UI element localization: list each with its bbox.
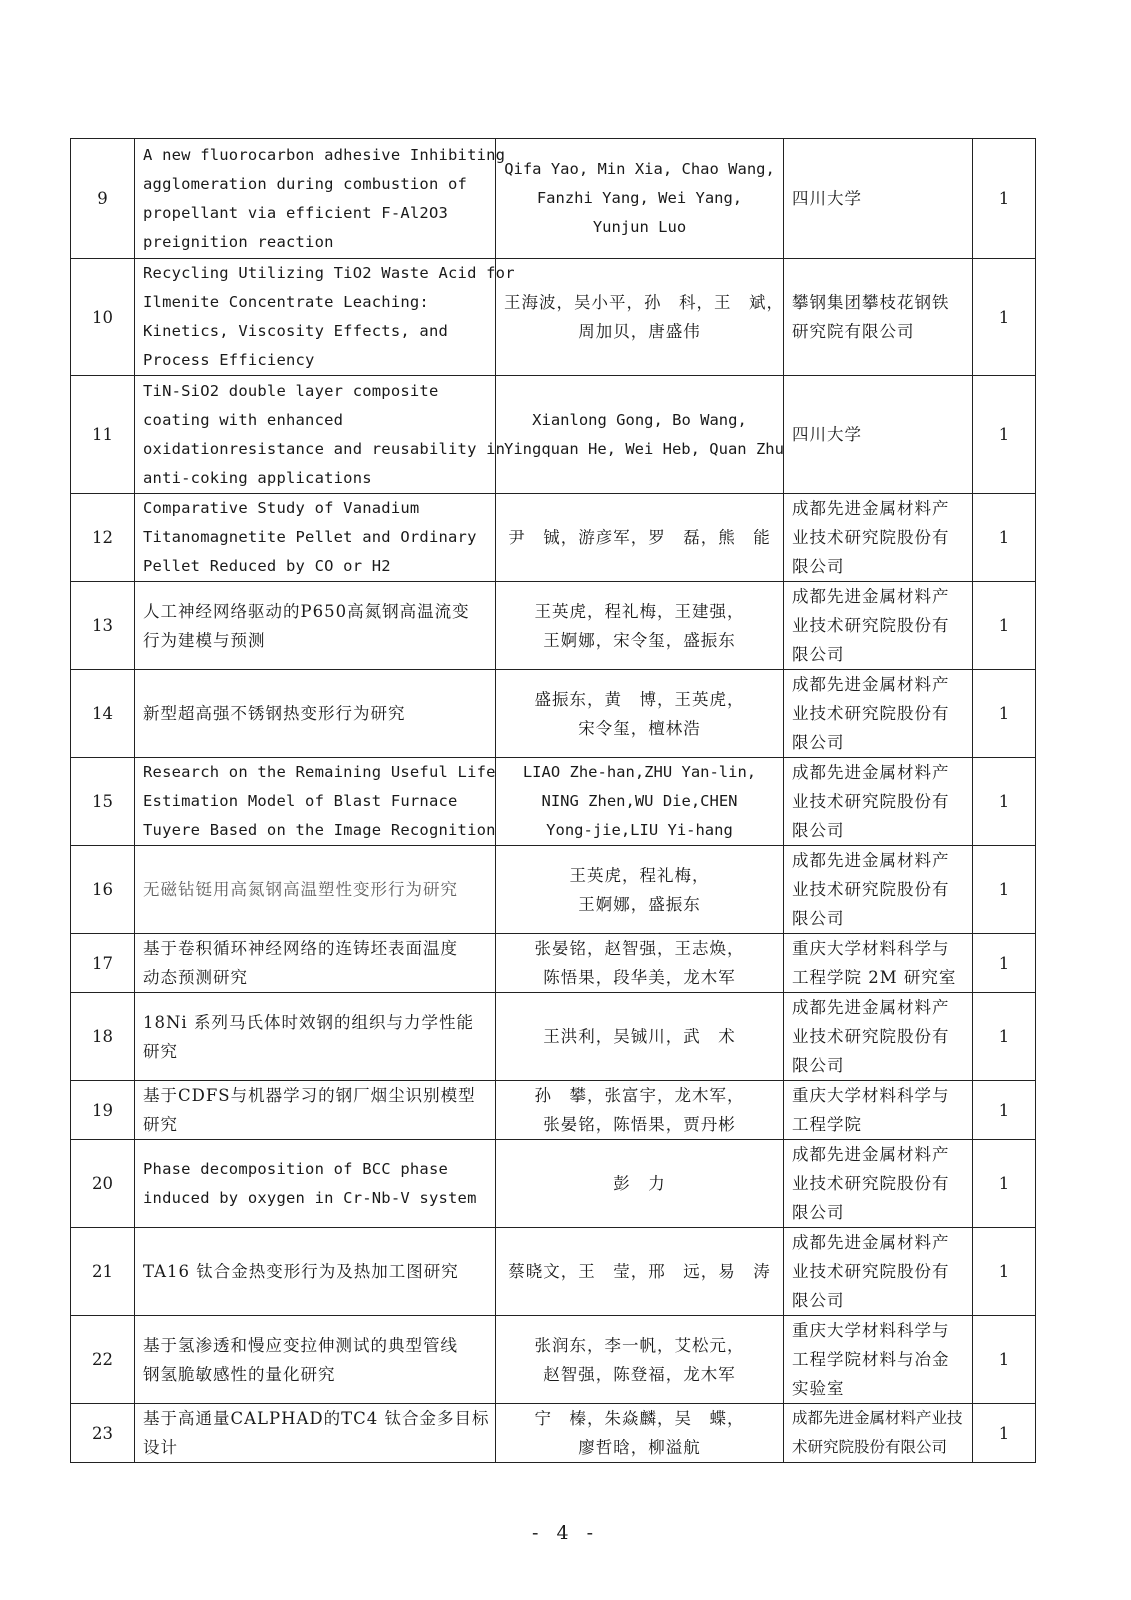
table-body: [71, 139, 1036, 1463]
paper-title-line: Comparative Study of Vanadium: [143, 499, 420, 517]
paper-title-line: oxidationresistance and reusability in: [143, 439, 506, 458]
paper-authors: [496, 934, 784, 993]
paper-title-line: Estimation Model of Blast Furnace: [143, 792, 458, 810]
paper-title-line: 基于氢渗透和慢应变拉伸测试的典型管线: [143, 1335, 458, 1355]
affiliation-line: 成都先进金属材料产: [792, 499, 950, 518]
paper-authors-line: Qifa Yao, Min Xia, Chao Wang,: [504, 160, 775, 178]
affiliation-line: 成都先进金属材料产: [792, 1233, 950, 1252]
paper-authors-line: 王英虎，程礼梅，王建强，: [534, 601, 745, 621]
affiliation-line: 成都先进金属材料产: [792, 675, 950, 694]
affiliation: [784, 1140, 973, 1228]
paper-title-line: preignition reaction: [143, 232, 334, 251]
affiliation: [784, 846, 973, 934]
affiliation-line: 成都先进金属材料产: [792, 587, 950, 606]
paper-authors-line: 王英虎，程礼梅，: [569, 865, 710, 885]
page-number: - 4 -: [531, 1522, 599, 1544]
paper-authors: [496, 993, 784, 1081]
affiliation-line: 限公司: [792, 821, 845, 840]
affiliation-line: 工程学院材料与冶金: [792, 1350, 950, 1369]
paper-title: [135, 934, 496, 993]
paper-title: [135, 1404, 496, 1463]
affiliation-line: 业技术研究院股份有: [792, 1027, 950, 1046]
paper-title-line: Titanomagnetite Pellet and Ordinary: [143, 528, 477, 546]
paper-title-line: 研究: [143, 1041, 178, 1061]
paper-authors-line: 盛振东，黄 博，王英虎，: [534, 689, 745, 709]
paper-authors: [496, 582, 784, 670]
paper-title-line: Recycling Utilizing TiO2 Waste Acid for: [143, 264, 515, 282]
paper-count: 1: [973, 993, 1036, 1081]
affiliation-line: 业技术研究院股份有: [792, 1262, 950, 1281]
paper-authors-line: 张晏铭，赵智强，王志焕，: [534, 939, 745, 958]
table-row: [71, 1081, 1036, 1140]
paper-authors: [496, 1316, 784, 1404]
paper-title-line: 行为建模与预测: [143, 630, 266, 650]
paper-title-line: Research on the Remaining Useful Life: [143, 763, 496, 781]
paper-authors-line: Xianlong Gong, Bo Wang,: [532, 410, 747, 429]
paper-title: [135, 993, 496, 1081]
paper-authors-line: Yingquan He, Wei Heb, Quan Zhu: [504, 439, 784, 458]
affiliation: [784, 670, 973, 758]
paper-title: [135, 1081, 496, 1140]
paper-authors-line: 王海波，吴小平，孙 科，王 斌，: [504, 293, 784, 312]
paper-authors: [496, 139, 784, 259]
affiliation: [784, 494, 973, 582]
paper-title-line: 基于卷积循环神经网络的连铸坯表面温度: [143, 939, 458, 958]
paper-title-line: 基于CDFS与机器学习的钢厂烟尘识别模型: [143, 1086, 476, 1105]
paper-authors-line: 孙 攀，张富宇，龙木军，: [534, 1086, 745, 1105]
paper-count: 1: [973, 1228, 1036, 1316]
paper-title-line: 18Ni 系列马氏体时效钢的组织与力学性能: [143, 1012, 474, 1032]
paper-authors: [496, 494, 784, 582]
affiliation-line: 研究院有限公司: [792, 322, 915, 341]
table-row: [71, 376, 1036, 494]
paper-authors-line: Yong-jie,LIU Yi-hang: [546, 821, 733, 839]
paper-title-line: 研究: [143, 1115, 178, 1134]
paper-title-line: Pellet Reduced by CO or H2: [143, 557, 391, 575]
affiliation-line: 业技术研究院股份有: [792, 704, 950, 723]
paper-title: [135, 1316, 496, 1404]
paper-authors: [496, 1404, 784, 1463]
affiliation-line: 四川大学: [792, 425, 862, 444]
paper-authors-line: 张润东，李一帆，艾松元，: [534, 1335, 745, 1355]
affiliation-line: 攀钢集团攀枝花钢铁: [792, 293, 950, 312]
paper-authors: [496, 758, 784, 846]
paper-authors-line: 彭 力: [613, 1174, 666, 1193]
affiliation-line: 限公司: [792, 557, 845, 576]
affiliation: [784, 758, 973, 846]
affiliation: [784, 376, 973, 494]
paper-title-line: TA16 钛合金热变形行为及热加工图研究: [143, 1262, 459, 1281]
affiliation-line: 成都先进金属材料产: [792, 763, 950, 782]
paper-title-line: propellant via efficient F-Al2O3: [143, 203, 449, 222]
affiliation: [784, 1081, 973, 1140]
table-row: [71, 934, 1036, 993]
paper-authors-line: 宁 榛，朱焱麟，吴 蝶，: [534, 1409, 745, 1428]
affiliation-line: 业技术研究院股份有: [792, 528, 950, 547]
paper-authors: [496, 376, 784, 494]
row-number: 14: [71, 670, 135, 758]
row-number: 13: [71, 582, 135, 670]
affiliation-line: 四川大学: [792, 189, 862, 208]
table-row: [71, 582, 1036, 670]
paper-title-line: Phase decomposition of BCC phase: [143, 1159, 449, 1178]
affiliation-line: 业技术研究院股份有: [792, 616, 950, 635]
affiliation-line: 重庆大学材料科学与: [792, 1086, 950, 1105]
affiliation-line: 限公司: [792, 645, 845, 664]
table-row: [71, 139, 1036, 259]
table-row: [71, 993, 1036, 1081]
table-row: [71, 1316, 1036, 1404]
row-number: 9: [71, 139, 135, 259]
table-row: [71, 846, 1036, 934]
affiliation-line: 成都先进金属材料产业技: [792, 1409, 963, 1427]
affiliation: [784, 1404, 973, 1463]
table-row: [71, 259, 1036, 376]
paper-list-table: [70, 138, 1036, 1463]
paper-title-line: 动态预测研究: [143, 968, 248, 987]
row-number: 17: [71, 934, 135, 993]
row-number: 20: [71, 1140, 135, 1228]
paper-title-line: induced by oxygen in Cr-Nb-V system: [143, 1188, 477, 1207]
row-number: 16: [71, 846, 135, 934]
row-number: 18: [71, 993, 135, 1081]
paper-authors: [496, 259, 784, 376]
affiliation-line: 工程学院: [792, 1115, 862, 1134]
affiliation: [784, 1316, 973, 1404]
affiliation: [784, 582, 973, 670]
paper-title-line: anti-coking applications: [143, 468, 372, 487]
paper-count: 1: [973, 139, 1036, 259]
paper-title-line: 基于高通量CALPHAD的TC4 钛合金多目标: [143, 1409, 490, 1428]
table-row: [71, 1404, 1036, 1463]
paper-count: 1: [973, 758, 1036, 846]
paper-authors-line: 周加贝，唐盛伟: [578, 322, 701, 341]
paper-authors: [496, 1228, 784, 1316]
affiliation-line: 实验室: [792, 1379, 845, 1398]
paper-title-line: Process Efficiency: [143, 351, 315, 369]
table-row: [71, 670, 1036, 758]
paper-title: [135, 259, 515, 376]
paper-title-line: 人工神经网络驱动的P650高氮钢高温流变: [143, 601, 470, 621]
paper-authors-line: 王婀娜，宋令玺，盛振东: [543, 630, 736, 650]
table-row: [71, 494, 1036, 582]
paper-count: 1: [973, 376, 1036, 494]
paper-authors: [496, 670, 784, 758]
paper-authors-line: 宋令玺，檀林浩: [578, 718, 701, 738]
affiliation: [784, 259, 973, 376]
row-number: 11: [71, 376, 135, 494]
paper-title-line: Ilmenite Concentrate Leaching:: [143, 293, 429, 311]
affiliation-line: 重庆大学材料科学与: [792, 939, 950, 958]
paper-count: 1: [973, 1081, 1036, 1140]
affiliation-line: 重庆大学材料科学与: [792, 1321, 950, 1340]
paper-title: [135, 1228, 496, 1316]
paper-authors-line: 王婀娜，盛振东: [578, 894, 701, 914]
paper-authors-line: 王洪利，吴铖川，武 术: [543, 1027, 736, 1046]
paper-title-line: coating with enhanced: [143, 410, 344, 429]
paper-count: 1: [973, 934, 1036, 993]
affiliation-line: 成都先进金属材料产: [792, 1145, 950, 1164]
paper-authors-line: Fanzhi Yang, Wei Yang,: [536, 189, 743, 207]
paper-authors-line: 蔡晓文，王 莹，邢 远，易 涛: [508, 1262, 771, 1281]
paper-count: 1: [973, 1316, 1036, 1404]
paper-count: 1: [973, 670, 1036, 758]
paper-authors-line: 赵智强，陈登福，龙木军: [543, 1364, 736, 1384]
paper-authors-line: LIAO Zhe-han,ZHU Yan-lin,: [522, 763, 757, 781]
row-number: 19: [71, 1081, 135, 1140]
paper-title-line: 钢氢脆敏感性的量化研究: [143, 1364, 336, 1384]
row-number: 23: [71, 1404, 135, 1463]
paper-title-line: 无磁钻铤用高氮钢高温塑性变形行为研究: [143, 880, 458, 899]
row-number: 15: [71, 758, 135, 846]
affiliation: [784, 993, 973, 1081]
paper-count: 1: [973, 846, 1036, 934]
paper-count: 1: [973, 259, 1036, 376]
paper-authors-line: 尹 铖，游彦军，罗 磊，熊 能: [508, 528, 771, 547]
table-row: [71, 1228, 1036, 1316]
paper-title-line: Kinetics, Viscosity Effects, and: [143, 322, 449, 340]
paper-authors-line: Yunjun Luo: [592, 218, 687, 236]
row-number: 12: [71, 494, 135, 582]
row-number: 10: [71, 259, 135, 376]
paper-title-line: agglomeration during combustion of: [143, 174, 468, 193]
affiliation-line: 限公司: [792, 909, 845, 928]
affiliation-line: 限公司: [792, 1056, 845, 1075]
affiliation-line: 限公司: [792, 733, 845, 752]
paper-authors: [496, 846, 784, 934]
row-number: 22: [71, 1316, 135, 1404]
affiliation-line: 业技术研究院股份有: [792, 792, 950, 811]
affiliation-line: 成都先进金属材料产: [792, 998, 950, 1017]
affiliation-line: 限公司: [792, 1291, 845, 1310]
table-row: [71, 1140, 1036, 1228]
paper-title: [135, 494, 496, 582]
paper-count: 1: [973, 1140, 1036, 1228]
paper-title: [135, 758, 496, 846]
table-row: [71, 758, 1036, 846]
paper-title-line: 设计: [143, 1438, 178, 1457]
paper-authors-line: 陈悟果，段华美，龙木军: [543, 968, 736, 987]
paper-authors-line: 廖哲晗，柳溢航: [578, 1438, 701, 1457]
affiliation-line: 成都先进金属材料产: [792, 851, 950, 870]
affiliation: [784, 139, 973, 259]
paper-title-line: 新型超高强不锈钢热变形行为研究: [143, 704, 406, 723]
paper-authors-line: 张晏铭，陈悟果，贾丹彬: [543, 1115, 736, 1134]
paper-count: 1: [973, 494, 1036, 582]
paper-authors: [496, 1081, 784, 1140]
paper-title: [135, 376, 506, 494]
affiliation-line: 术研究院股份有限公司: [792, 1438, 948, 1456]
paper-title: [135, 139, 506, 259]
paper-title: [135, 670, 496, 758]
row-number: 21: [71, 1228, 135, 1316]
paper-authors-line: NING Zhen,WU Die,CHEN: [541, 792, 738, 810]
paper-title: [135, 582, 496, 670]
paper-count: 1: [973, 582, 1036, 670]
affiliation-line: 业技术研究院股份有: [792, 880, 950, 899]
paper-title: [135, 1140, 496, 1228]
paper-count: 1: [973, 1404, 1036, 1463]
affiliation: [784, 934, 973, 993]
affiliation-line: 业技术研究院股份有: [792, 1174, 950, 1193]
paper-title-line: A new fluorocarbon adhesive Inhibiting: [143, 145, 506, 164]
affiliation-line: 工程学院 2M 研究室: [792, 968, 957, 987]
affiliation: [784, 1228, 973, 1316]
paper-authors: [496, 1140, 784, 1228]
paper-title-line: Tuyere Based on the Image Recognition: [143, 821, 496, 839]
affiliation-line: 限公司: [792, 1203, 845, 1222]
paper-title-line: TiN-SiO2 double layer composite: [143, 381, 439, 400]
paper-title: [135, 846, 496, 934]
